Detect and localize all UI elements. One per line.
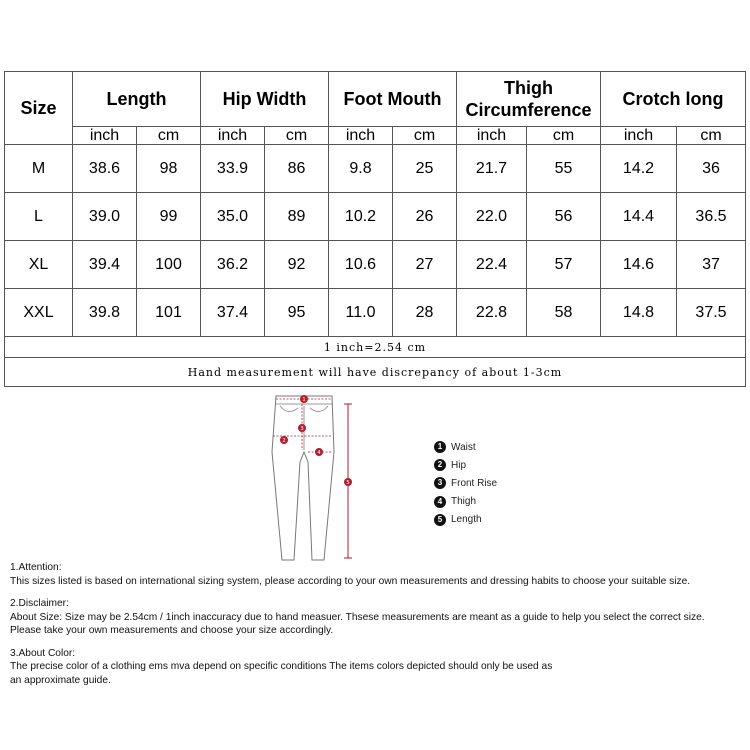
table-row (5, 193, 746, 241)
measurement-note-row (5, 358, 746, 387)
color-text: an approximate guide. (10, 674, 111, 686)
measurement-legend (434, 438, 497, 529)
pants-measurement-diagram (264, 392, 364, 564)
value-cell: 10.2 (329, 193, 393, 241)
table-row (5, 289, 746, 337)
legend-item-front-rise (434, 474, 497, 492)
disclaimer-text: About Size: Size may be 2.54cm / 1inch inaccuracy due to hand measuer. Thsese measurements are meant as a guide to help you select the correct size. (10, 611, 705, 623)
value-cell: 26 (393, 193, 457, 241)
unit-cm: cm (137, 127, 201, 145)
header-thigh-circumference (457, 72, 601, 127)
diagram-markers (280, 395, 352, 486)
disclaimer-title: 2.Disclaimer: (10, 598, 69, 609)
legend-number-icon: 1 (434, 441, 446, 453)
value-cell: 33.9 (201, 145, 265, 193)
value-cell: 58 (527, 289, 601, 337)
value-cell: 57 (527, 241, 601, 289)
table-header-row (5, 72, 746, 127)
unit-inch: inch (201, 127, 265, 145)
color-title: 3.About Color: (10, 647, 76, 659)
value-cell: 55 (527, 145, 601, 193)
value-cell: 22.0 (457, 193, 527, 241)
unit-inch: inch (73, 127, 137, 145)
value-cell: 22.4 (457, 241, 527, 289)
legend-number-icon: 4 (434, 496, 446, 508)
value-cell: 37.5 (677, 289, 746, 337)
size-cell: M (5, 145, 73, 193)
legend-label: Front Rise (451, 477, 498, 489)
size-cell: XL (5, 241, 73, 289)
value-cell: 11.0 (329, 289, 393, 337)
legend-label: Hip (451, 459, 467, 471)
value-cell: 39.0 (73, 193, 137, 241)
value-cell: 14.6 (601, 241, 677, 289)
value-cell: 95 (265, 289, 329, 337)
value-cell: 101 (137, 289, 201, 337)
disclaimer-text: Please take your own measurements and choose your size accordingly. (10, 625, 334, 636)
header-foot-mouth: Foot Mouth (329, 72, 457, 127)
value-cell: 56 (527, 193, 601, 241)
value-cell: 14.4 (601, 193, 677, 241)
value-cell: 21.7 (457, 145, 527, 193)
size-chart-table (4, 71, 746, 387)
value-cell: 37.4 (201, 289, 265, 337)
units-row (5, 127, 746, 145)
value-cell: 39.8 (73, 289, 137, 337)
legend-item-length (434, 511, 497, 529)
unit-cm: cm (393, 127, 457, 145)
unit-inch: inch (601, 127, 677, 145)
value-cell: 98 (137, 145, 201, 193)
value-cell: 27 (393, 241, 457, 289)
header-thigh-line2: Circumference (465, 100, 592, 120)
notes-section (10, 561, 745, 687)
value-cell: 86 (265, 145, 329, 193)
header-thigh-line1: Thigh (504, 78, 553, 98)
table-row (5, 145, 746, 193)
size-cell: L (5, 193, 73, 241)
value-cell: 37 (677, 241, 746, 289)
value-cell: 100 (137, 241, 201, 289)
legend-number-icon: 3 (434, 477, 446, 489)
value-cell: 9.8 (329, 145, 393, 193)
conversion-note-row (5, 337, 746, 358)
value-cell: 14.2 (601, 145, 677, 193)
value-cell: 89 (265, 193, 329, 241)
unit-cm: cm (265, 127, 329, 145)
value-cell: 14.8 (601, 289, 677, 337)
unit-cm: cm (677, 127, 746, 145)
color-text: The precise color of a clothing ems mva depend on specific conditions The items colors depicted should only be used as (10, 661, 553, 672)
marker-4-label: 4 (317, 450, 321, 456)
header-hip-width: Hip Width (201, 72, 329, 127)
measurement-note: Hand measurement will have discrepancy of about 1-3cm (5, 358, 746, 387)
unit-inch: inch (329, 127, 393, 145)
legend-number-icon: 2 (434, 459, 446, 471)
pants-outline (272, 396, 334, 560)
header-size: Size (5, 72, 73, 145)
value-cell: 99 (137, 193, 201, 241)
marker-3-label: 3 (300, 426, 304, 432)
value-cell: 10.6 (329, 241, 393, 289)
value-cell: 25 (393, 145, 457, 193)
header-length: Length (73, 72, 201, 127)
marker-2-label: 2 (282, 438, 286, 444)
legend-label: Waist (451, 441, 476, 453)
attention-title: 1.Attention: (10, 562, 62, 573)
value-cell: 39.4 (73, 241, 137, 289)
legend-item-waist (434, 438, 497, 456)
legend-item-thigh (434, 493, 497, 511)
size-cell: XXL (5, 289, 73, 337)
value-cell: 36.5 (677, 193, 746, 241)
legend-item-hip (434, 456, 497, 474)
value-cell: 36 (677, 145, 746, 193)
value-cell: 28 (393, 289, 457, 337)
header-crotch-long: Crotch long (601, 72, 746, 127)
attention-text: This sizes listed is based on international sizing system, please according to your own measurements and dressing habits to choose your suitable size. (10, 575, 691, 587)
value-cell: 38.6 (73, 145, 137, 193)
value-cell: 92 (265, 241, 329, 289)
conversion-note: 1 inch=2.54 cm (5, 337, 746, 358)
value-cell: 22.8 (457, 289, 527, 337)
unit-cm: cm (527, 127, 601, 145)
unit-inch: inch (457, 127, 527, 145)
legend-number-icon: 5 (434, 514, 446, 526)
marker-5-label: 5 (346, 480, 350, 486)
legend-label: Length (451, 514, 482, 526)
table-row (5, 241, 746, 289)
legend-label: Thigh (451, 496, 477, 508)
value-cell: 35.0 (201, 193, 265, 241)
marker-1-label: 1 (302, 397, 306, 403)
value-cell: 36.2 (201, 241, 265, 289)
